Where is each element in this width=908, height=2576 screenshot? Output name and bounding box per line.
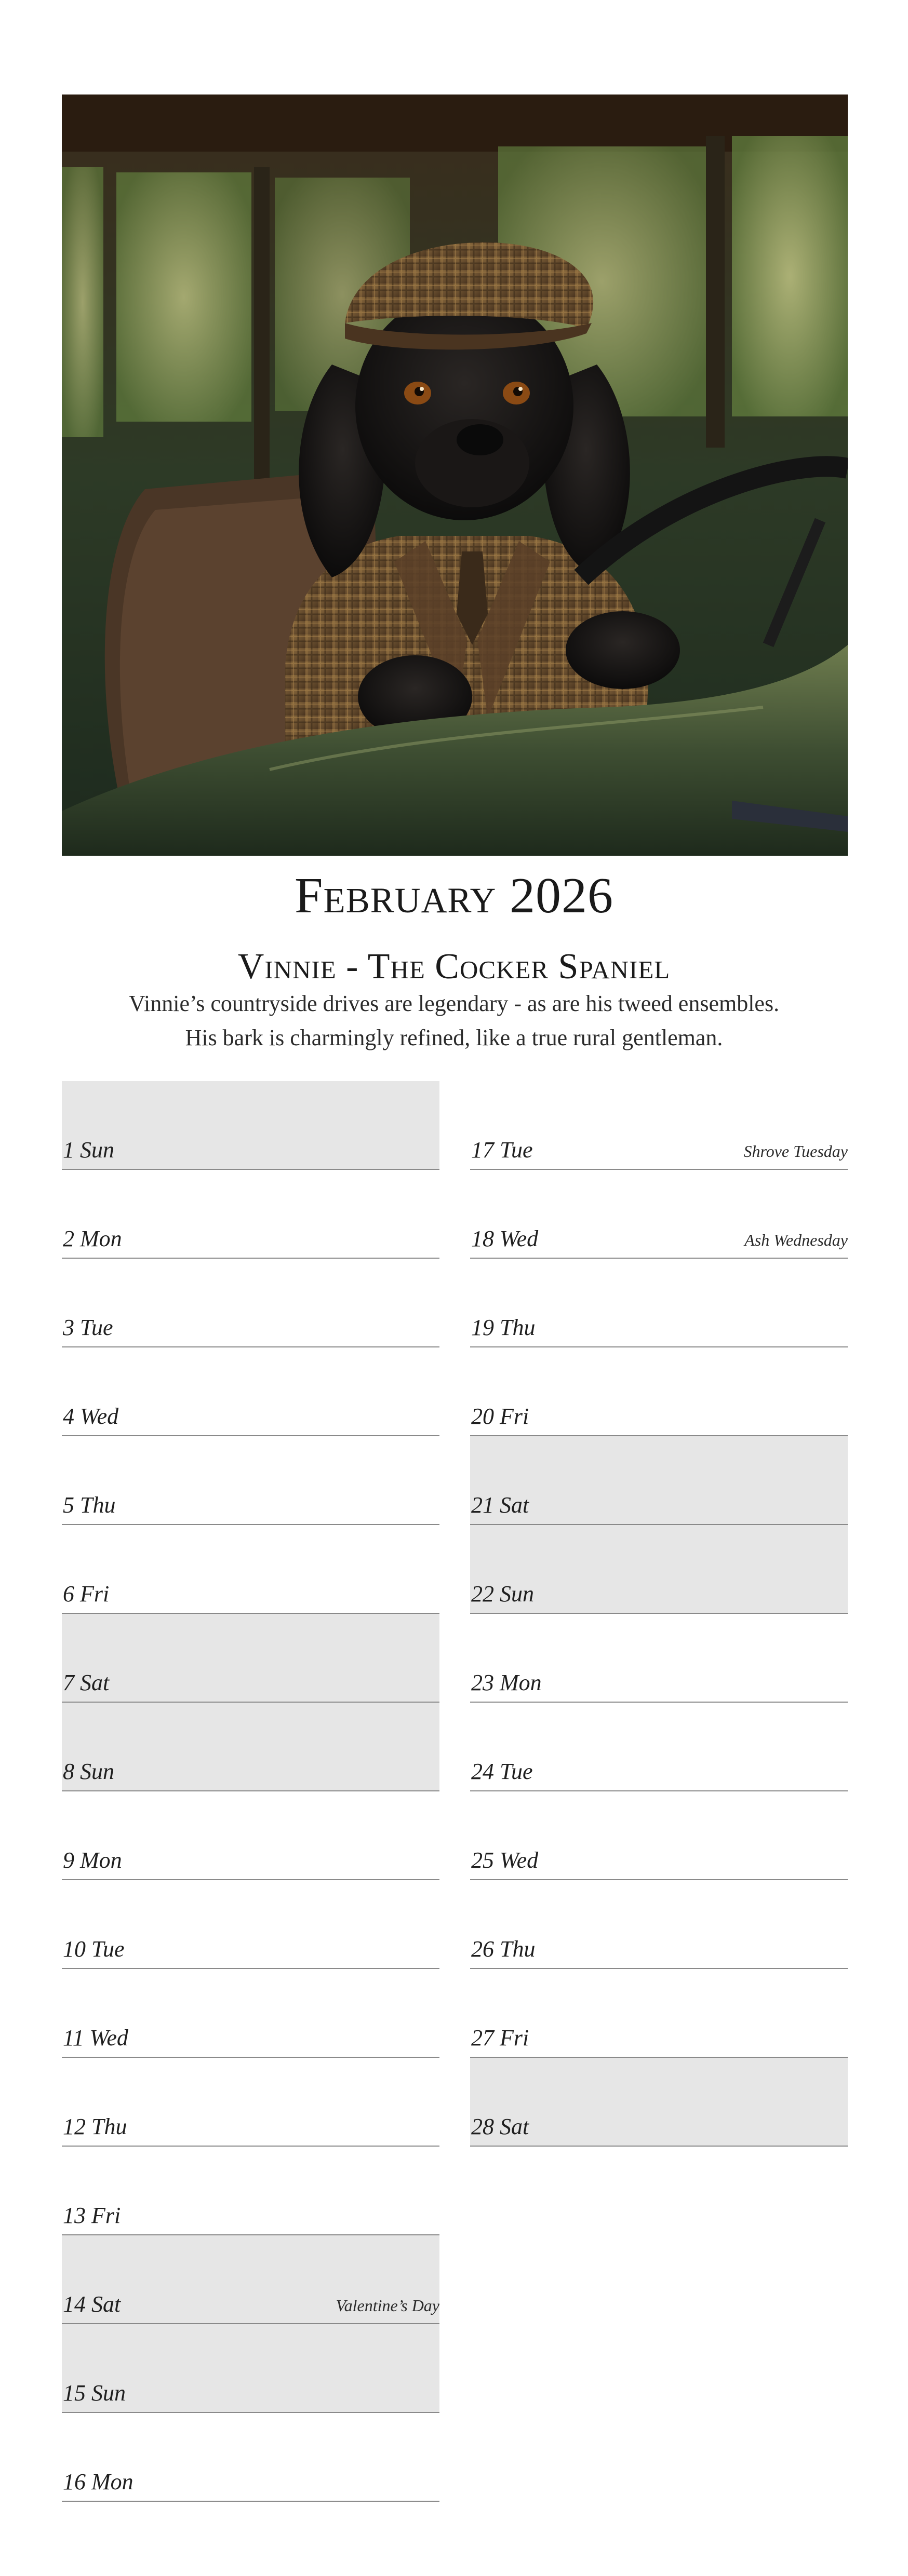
day-row xyxy=(470,1969,848,2058)
day-row xyxy=(62,1880,439,1969)
day-row xyxy=(62,1525,439,1614)
day-row xyxy=(62,1347,439,1436)
day-label: 1 Sun xyxy=(63,1137,114,1163)
day-row xyxy=(470,1170,848,1259)
day-label: 4 Wed xyxy=(63,1404,119,1429)
day-row xyxy=(470,1791,848,1880)
day-label: 27 Fri xyxy=(471,2025,529,2051)
day-label: 13 Fri xyxy=(63,2203,121,2228)
day-label: 14 Sat xyxy=(63,2291,121,2317)
day-row xyxy=(62,1703,439,1791)
day-row xyxy=(470,1880,848,1969)
day-row xyxy=(62,1791,439,1880)
day-label: 16 Mon xyxy=(63,2469,133,2494)
day-row xyxy=(470,1614,848,1703)
day-row xyxy=(62,2235,439,2324)
day-label: 23 Mon xyxy=(471,1670,542,1695)
description-line-1: Vinnie’s countryside drives are legendary - as are his tweed ensembles. xyxy=(128,991,780,1016)
day-label: 20 Fri xyxy=(471,1404,529,1429)
day-row xyxy=(470,1081,848,1170)
subtitle: Vinnie - The Cocker Spaniel xyxy=(237,947,671,987)
day-label: 22 Sun xyxy=(471,1581,534,1607)
holiday-note: Shrove Tuesday xyxy=(743,1142,848,1161)
day-row xyxy=(62,2324,439,2413)
day-label: 5 Thu xyxy=(63,1492,116,1518)
day-row xyxy=(62,2147,439,2235)
day-row xyxy=(62,1436,439,1525)
description-line-2: His bark is charmingly refined, like a true rural gentleman. xyxy=(185,1025,723,1050)
day-row xyxy=(62,1969,439,2058)
day-row xyxy=(470,1259,848,1347)
day-label: 24 Tue xyxy=(471,1759,533,1784)
day-row xyxy=(62,1170,439,1259)
day-label: 2 Mon xyxy=(63,1226,122,1251)
day-label: 9 Mon xyxy=(63,1847,122,1873)
day-row xyxy=(62,1259,439,1347)
days-column-left xyxy=(62,1081,439,2502)
day-row xyxy=(62,2058,439,2147)
day-row xyxy=(470,2058,848,2147)
day-row xyxy=(62,1614,439,1703)
day-row xyxy=(470,1436,848,1525)
day-row xyxy=(470,1703,848,1791)
day-label: 3 Tue xyxy=(63,1315,113,1340)
holiday-note: Ash Wednesday xyxy=(744,1231,848,1249)
days-column-right xyxy=(470,1081,848,2147)
day-label: 12 Thu xyxy=(63,2114,127,2139)
day-row xyxy=(470,1347,848,1436)
day-label: 18 Wed xyxy=(471,1226,539,1251)
day-row xyxy=(470,1525,848,1614)
holiday-note: Valentine’s Day xyxy=(336,2296,439,2315)
day-label: 10 Tue xyxy=(63,1936,125,1962)
day-label: 25 Wed xyxy=(471,1847,539,1873)
day-label: 17 Tue xyxy=(471,1137,533,1163)
day-label: 26 Thu xyxy=(471,1936,536,1962)
day-label: 8 Sun xyxy=(63,1759,114,1784)
day-row xyxy=(62,2413,439,2502)
day-label: 6 Fri xyxy=(63,1581,110,1607)
day-label: 7 Sat xyxy=(63,1670,110,1695)
day-label: 11 Wed xyxy=(63,2025,128,2051)
day-row xyxy=(62,1081,439,1170)
day-label: 19 Thu xyxy=(471,1315,536,1340)
day-label: 15 Sun xyxy=(63,2380,126,2406)
day-label: 21 Sat xyxy=(471,1492,529,1518)
month-title: February 2026 xyxy=(295,868,613,924)
day-label: 28 Sat xyxy=(471,2114,529,2139)
cocker-spaniel-photo xyxy=(62,95,848,856)
